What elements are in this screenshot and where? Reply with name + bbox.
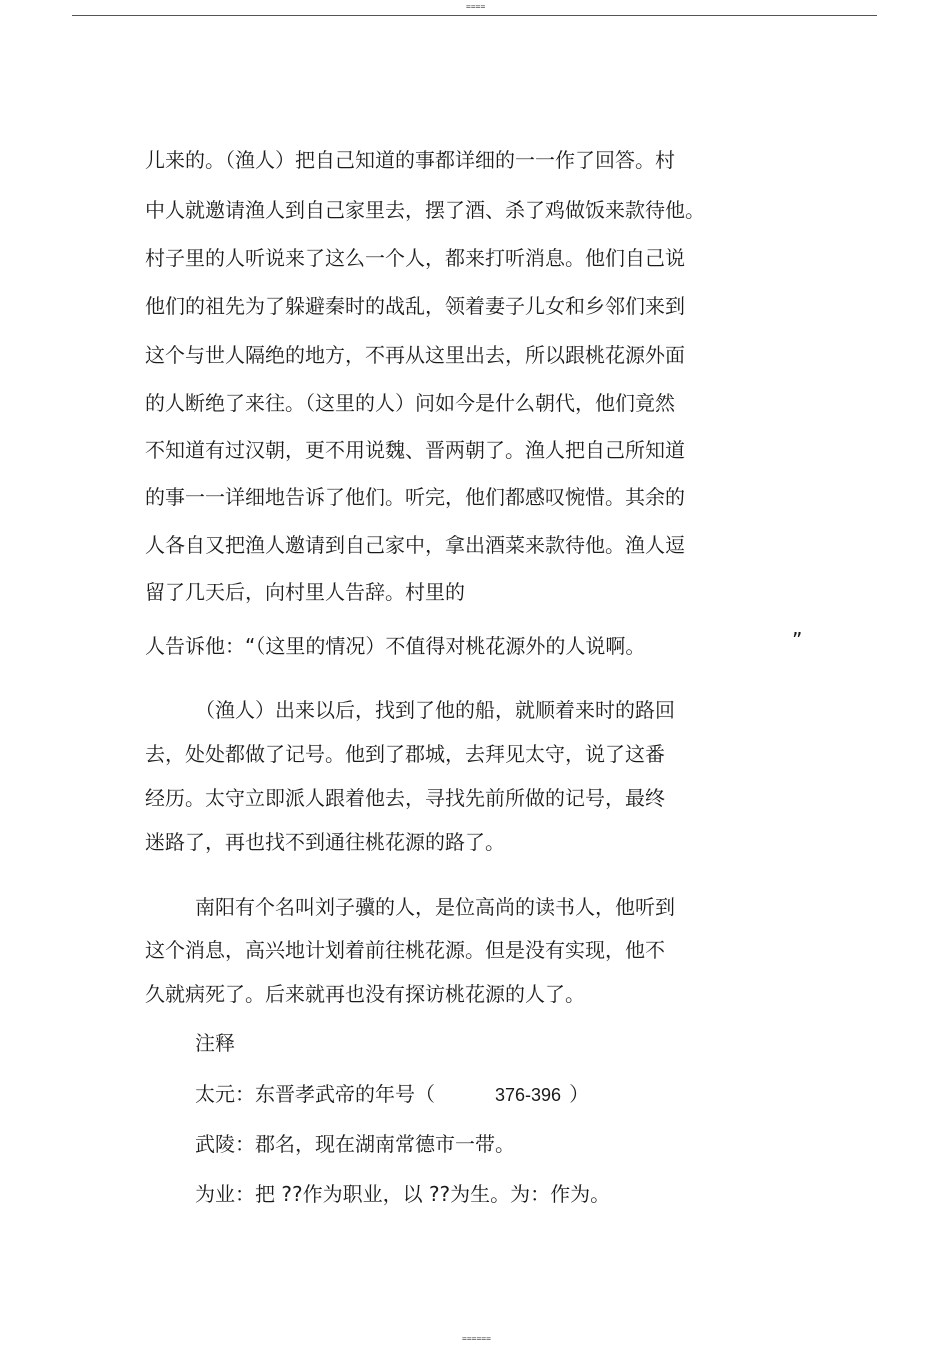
text-line: 人各自又把渔人邀请到自己家中，拿出酒菜来款待他。渔人逗 bbox=[145, 533, 685, 557]
text-line: 不知道有过汉朝，更不用说魏、晋两朝了。渔人把自己所知道 bbox=[145, 438, 685, 462]
note-taiyuan-prefix: 太元：东晋孝武帝的年号（ bbox=[195, 1082, 435, 1106]
notes-heading: 注释 bbox=[195, 1031, 235, 1055]
header-rule bbox=[72, 15, 877, 16]
note-taiyuan-suffix: ） bbox=[569, 1082, 590, 1106]
note-taiyuan-years: 376-396 bbox=[495, 1085, 562, 1105]
text-line: 留了几天后，向村里人告辞。村里的 bbox=[145, 580, 465, 604]
text-line: 这个消息，高兴地计划着前往桃花源。但是没有实现，他不 bbox=[145, 938, 665, 962]
text-line: 的人断绝了来往。（这里的人）问如今是什么朝代，他们竟然 bbox=[145, 391, 675, 415]
text-line: 这个与世人隔绝的地方，不再从这里出去，所以跟桃花源外面 bbox=[145, 343, 685, 367]
footer-marker: ====== bbox=[462, 1334, 491, 1343]
note-weiye: 为业：把 ??作为职业，以 ??为生。为：作为。 bbox=[195, 1182, 611, 1206]
text-line: 迷路了，再也找不到通往桃花源的路了。 bbox=[145, 830, 505, 854]
text-line: 的事一一详细地告诉了他们。听完，他们都感叹惋惜。其余的 bbox=[145, 485, 685, 509]
text-line: 去，处处都做了记号。他到了郡城，去拜见太守，说了这番 bbox=[145, 742, 665, 766]
text-line: 人告诉他：“（这里的情况）不值得对桃花源外的人说啊。 bbox=[145, 634, 646, 658]
text-line: 中人就邀请渔人到自己家里去，摆了酒、杀了鸡做饭来款待他。 bbox=[145, 198, 705, 222]
note-taiyuan bbox=[195, 1082, 589, 1107]
header-marker: ==== bbox=[466, 2, 486, 11]
text-line: 经历。太守立即派人跟着他去，寻找先前所做的记号，最终 bbox=[145, 786, 665, 810]
text-line: 久就病死了。后来就再也没有探访桃花源的人了。 bbox=[145, 982, 585, 1006]
closing-quote: ” bbox=[792, 628, 803, 652]
text-line: （渔人）出来以后，找到了他的船，就顺着来时的路回 bbox=[195, 698, 675, 722]
text-line: 儿来的。（渔人）把自己知道的事都详细的一一作了回答。村 bbox=[145, 148, 675, 172]
text-line: 他们的祖先为了躲避秦时的战乱，领着妻子儿女和乡邻们来到 bbox=[145, 294, 685, 318]
text-line: 南阳有个名叫刘子骥的人，是位高尚的读书人，他听到 bbox=[195, 895, 675, 919]
text-line: 村子里的人听说来了这么一个人，都来打听消息。他们自己说 bbox=[145, 246, 685, 270]
note-wuling: 武陵：郡名，现在湖南常德市一带。 bbox=[195, 1132, 515, 1156]
